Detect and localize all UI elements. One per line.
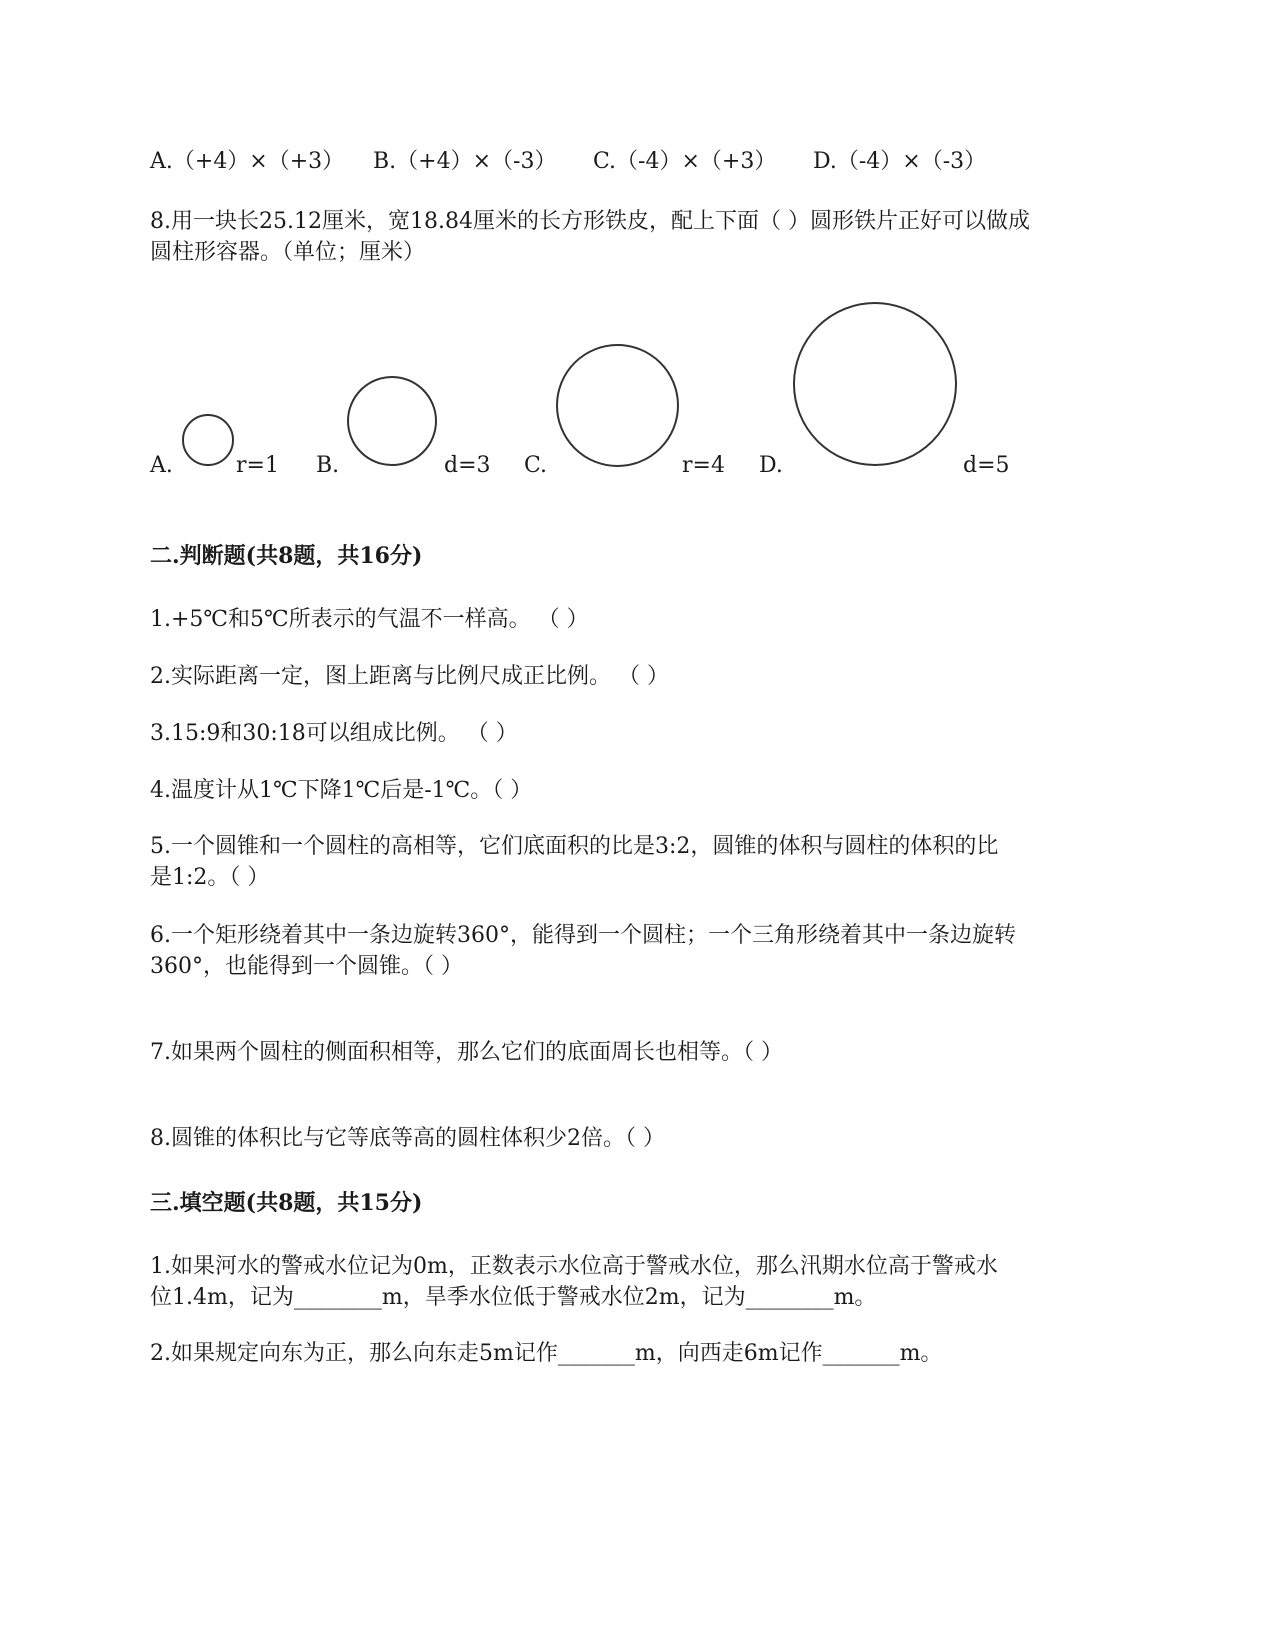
q7-option-a: A.（+4）×（+3）	[150, 149, 345, 174]
section2-q3: 3.15:9和30:18可以组成比例。 （ ）	[150, 721, 518, 746]
section2-q1: 1.+5℃和5℃所表示的气温不一样高。 （ ）	[150, 607, 589, 632]
q8-text-line2: 圆柱形容器。（单位；厘米）	[150, 240, 426, 265]
q7-option-c: C.（-4）×（+3）	[593, 149, 777, 174]
q7-option-d: D.（-4）×（-3）	[813, 149, 987, 174]
circle-a	[182, 414, 234, 466]
q8-option-a-label: A.	[150, 453, 173, 478]
q8-option-c-label: C.	[524, 453, 548, 478]
section2-q6-line1: 6.一个矩形绕着其中一条边旋转360°，能得到一个圆柱；一个三角形绕着其中一条边旋转	[150, 923, 1016, 948]
section2-q5-line2: 是1:2。（ ）	[150, 865, 270, 890]
q8-option-c-value: r=4	[682, 453, 725, 478]
section2-title: 二.判断题(共8题，共16分)	[150, 543, 423, 569]
section2-q2: 2.实际距离一定，图上距离与比例尺成正比例。 （ ）	[150, 664, 669, 689]
circle-b	[347, 376, 437, 466]
circle-c	[556, 344, 679, 467]
q8-option-d-value: d=5	[963, 453, 1010, 478]
q8-text-line1: 8.用一块长25.12厘米，宽18.84厘米的长方形铁皮，配上下面（ ）圆形铁片正好可以做成	[150, 209, 1030, 234]
q8-option-b-label: B.	[316, 453, 340, 478]
circle-d	[793, 302, 957, 466]
section3-title: 三.填空题(共8题，共15分)	[150, 1190, 423, 1216]
section2-q6-line2: 360°，也能得到一个圆锥。（ ）	[150, 954, 463, 979]
section2-q4: 4.温度计从1℃下降1℃后是-1℃。（ ）	[150, 778, 533, 803]
section3-q2: 2.如果规定向东为正，那么向东走5m记作_______m，向西走6m记作_______m。	[150, 1341, 943, 1366]
section2-q5-line1: 5.一个圆锥和一个圆柱的高相等，它们底面积的比是3:2，圆锥的体积与圆柱的体积的比	[150, 834, 999, 859]
q7-option-b: B.（+4）×（-3）	[373, 149, 557, 174]
q8-option-b-value: d=3	[444, 453, 491, 478]
section2-q7: 7.如果两个圆柱的侧面积相等，那么它们的底面周长也相等。（ ）	[150, 1040, 783, 1065]
q8-option-a-value: r=1	[236, 453, 279, 478]
section3-q1-line2: 位1.4m，记为________m，旱季水位低于警戒水位2m，记为________m。	[150, 1285, 877, 1310]
q8-option-d-label: D.	[759, 453, 783, 478]
section2-q8: 8.圆锥的体积比与它等底等高的圆柱体积少2倍。（ ）	[150, 1126, 665, 1151]
section3-q1-line1: 1.如果河水的警戒水位记为0m，正数表示水位高于警戒水位，那么汛期水位高于警戒水	[150, 1254, 998, 1279]
